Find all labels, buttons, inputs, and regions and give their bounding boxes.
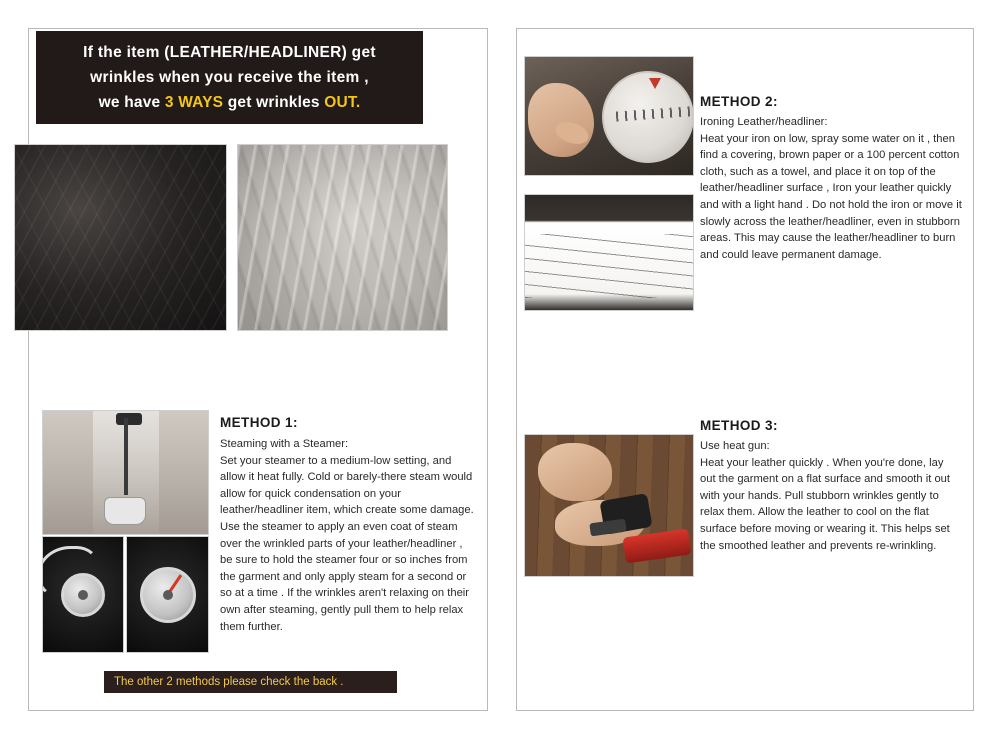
- iron-setting-marker-icon: [649, 78, 661, 89]
- ironed-fabric-photo: [524, 194, 694, 311]
- method-3-title: METHOD 3:: [700, 418, 778, 433]
- steamer-base: [104, 497, 146, 525]
- steamer-cord-photo: [42, 536, 124, 653]
- dial-hub: [163, 590, 173, 600]
- garment-steamer-photo: [42, 410, 209, 535]
- method-1-body: Set your steamer to a medium-low setting, and allow it heat fully. Cold or barely-there steam would allow for quick condensation on your leather/headliner item, which create some damage. Use the steamer to apply an even coat of steam over the wrinkled parts of your leather/headliner , be sure to hold the steamer four or so inches from the garment and only apply steam for a second or so at a time . If the wrinkles aren't relaxing on their own after steaming, gently pull them to help relax them further.: [220, 454, 474, 633]
- banner-line-2: wrinkles when you receive the item ,: [90, 69, 369, 86]
- steamer-cord-scene: [43, 537, 123, 652]
- method-2-text: [700, 114, 970, 263]
- banner-line-3: [46, 90, 413, 115]
- knob-hub: [78, 590, 88, 600]
- hand-holding-iron: [528, 83, 594, 157]
- heat-gun-on-leather-photo: [524, 434, 694, 577]
- banner-line-3-text-a: we have: [98, 94, 165, 111]
- thumb: [552, 118, 591, 148]
- hero-photo-row: [14, 144, 448, 331]
- banner-highlight-3ways: 3 WAYS: [164, 94, 224, 111]
- fabric-scene: [525, 195, 693, 310]
- iron-dial-scene: [525, 57, 693, 175]
- banner-highlight-out: OUT.: [324, 94, 361, 111]
- steamer-scene: [43, 411, 208, 534]
- steamer-head-icon: [116, 413, 142, 425]
- iron-temperature-dial-photo: [524, 56, 694, 176]
- dark-leather-wrinkles-photo: [14, 144, 227, 331]
- dark-leather-texture: [15, 145, 226, 330]
- steamer-dial-scene: [127, 537, 208, 652]
- fabric-wrinkle-lines: [525, 234, 693, 298]
- method-1-subtitle: Steaming with a Steamer:: [220, 438, 349, 450]
- steamer-pole: [124, 418, 128, 494]
- method-1-title: METHOD 1:: [220, 415, 298, 430]
- method-3-subtitle: Use heat gun:: [700, 440, 770, 452]
- method-1-text: [220, 436, 476, 635]
- hand-left: [538, 443, 612, 501]
- steamer-dial-photo: [126, 536, 209, 653]
- light-headliner-texture: [238, 145, 447, 330]
- method-2-title: METHOD 2:: [700, 94, 778, 109]
- heat-gun-scene: [525, 435, 693, 576]
- fabric-shadow: [525, 294, 693, 310]
- method-2-subtitle: Ironing Leather/headliner:: [700, 116, 828, 128]
- method-3-body: Heat your leather quickly . When you're done, lay out the garment on a flat surface and smooth it out with your hands. Pull stubborn wrinkles gently to relax them. Allow the leather to cool on the flat surface before moving or wearing it. This helps set the smoothed leather and prevents re-wrinkling.: [700, 456, 951, 552]
- method-3-text: [700, 438, 962, 554]
- headline-banner: [36, 31, 423, 124]
- light-headliner-wrinkles-photo: [237, 144, 448, 331]
- method-2-body: Heat your iron on low, spray some water on it , then find a covering, brown paper or a 100 percent cotton cloth, such as a towel, and place it on top of the leather/headliner surface , Iron your leather quickly and with a light hand . Do not hold the iron or move it slowly across the leather/headliner, even in stubborn areas. This may cause the leather/headliner to burn and could leave permanent damage.: [700, 132, 962, 261]
- banner-line-3-text-b: get wrinkles: [223, 94, 325, 111]
- back-page-note: The other 2 methods please check the back .: [104, 671, 397, 693]
- banner-line-1: If the item (LEATHER/HEADLINER) get: [83, 44, 376, 61]
